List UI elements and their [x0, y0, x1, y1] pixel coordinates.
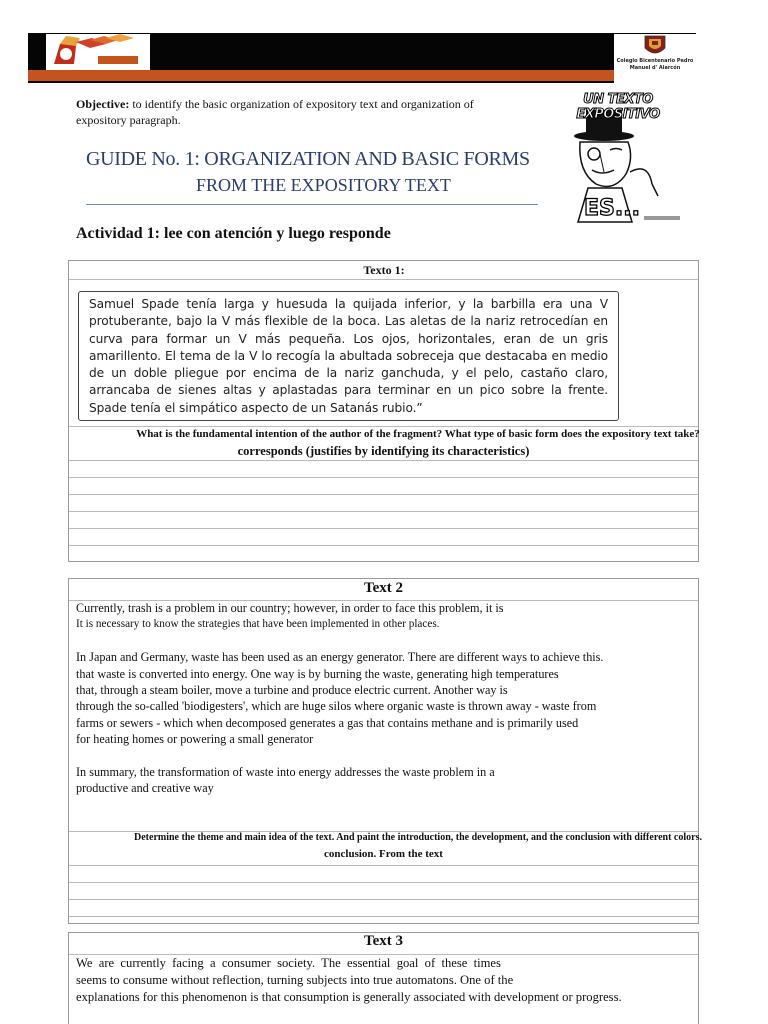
meme-es-text: ES...: [584, 196, 640, 221]
text2-line: productive and creative way: [76, 781, 214, 796]
answer-line: [69, 460, 698, 461]
text2-line: It is necessary to know the strategies that have been implemented in other places.: [76, 618, 440, 631]
text2-line: In Japan and Germany, waste has been used as an energy generator. There are different ways to achieve this.: [76, 650, 604, 665]
text2-line: In summary, the transformation of waste into energy addresses the waste problem in a: [76, 765, 495, 780]
text2-body: [76, 600, 696, 797]
activity-title: Actividad 1: lee con atención y luego responde: [76, 225, 391, 242]
header-stripe: [28, 70, 696, 81]
text1-passage: Samuel Spade tenía larga y huesuda la quijada inferior, y la barbilla era una V protuberante, bajo la V más flexible de la boca. Las aletas de la nariz retrocedían en curva para formar un V más pequeña. Los ojos, horizontales, eran de un gris amarillento. El tema de la V lo recogía la abultada sobreceja que destacaba en medio de un doble pliegue por encima de la nariz ganchuda, y el pelo, castaño claro, arrancaba de sienes altas y aplastadas para terminar en un pico sobre la frente. Spade tenía el simpático aspecto de un Satanás rubio.”: [78, 291, 619, 421]
text1-label: Texto 1:: [363, 263, 405, 277]
text2-line: Currently, trash is a problem in our country; however, in order to face this problem, it is: [76, 601, 504, 615]
text1-question-line1: What is the fundamental intention of the author of the fragment? What type of basic form does the expository text take?: [136, 428, 700, 440]
objective: [76, 96, 576, 128]
text2-line: that, through a steam boiler, move a turbine and produce electric current. Another way is: [76, 683, 508, 698]
guide-subtitle: FROM THE EXPOSITORY TEXT: [196, 175, 451, 195]
text2-line: farms or sewers - which when decomposed generates a gas that contains methane and is primarily used: [76, 715, 579, 730]
answer-line: [69, 494, 698, 495]
answer-line: [69, 545, 698, 546]
table-divider: [69, 279, 698, 280]
answer-line: [69, 528, 698, 529]
guide-title: GUIDE No. 1: ORGANIZATION AND BASIC FORMS: [86, 148, 530, 170]
text3-label: Text 3: [363, 933, 404, 949]
objective-text-line1: to identify the basic organization of expository text and organization of: [129, 97, 474, 111]
meme-title: UN TEXTO EXPOSITIVO: [576, 92, 660, 122]
text2-label: Text 2: [363, 580, 404, 596]
school-logo-left: [46, 34, 150, 70]
text2-question-line2: conclusion. From the text: [324, 848, 443, 860]
school-logo-right-name: Colegio Bicentenario Pedro Manuel d' Alarcón: [616, 58, 694, 71]
answer-line: [69, 511, 698, 512]
text3-line: seems to consume without reflection, turning subjects into true automatons. One of the: [76, 973, 514, 987]
objective-text-line2: expository paragraph.: [76, 113, 181, 127]
text2-line: that waste is converted into energy. One way is by burning the waste, generating high temperatures: [76, 666, 559, 681]
answer-line: [69, 916, 698, 917]
school-crest-icon: [614, 34, 696, 58]
answer-line: [69, 477, 698, 478]
school-logo-left-name: COLEGIOS: [100, 58, 129, 64]
text3-line: explanations for this phenomenon is that consumption is generally associated with development or progress.: [76, 990, 622, 1004]
objective-label: Objective:: [76, 97, 130, 111]
text3-line: We are currently facing a consumer society. The essential goal of these times: [76, 956, 501, 970]
text2-question-line1: Determine the theme and main idea of the text. And paint the introduction, the development, and the conclusion with different colors.: [134, 832, 702, 843]
text2-line: through the so-called 'biodigesters', which are huge silos where organic waste is thrown away - waste from: [76, 699, 597, 714]
torch-logo-icon: [46, 34, 150, 70]
answer-line: [69, 865, 698, 866]
answer-line: [69, 882, 698, 883]
table-divider: [69, 426, 698, 427]
school-logo-right: [614, 34, 696, 83]
answer-line: [69, 899, 698, 900]
text3-body: [76, 955, 696, 1006]
text1-question-line2: corresponds (justifies by identifying its characteristics): [237, 444, 530, 458]
text2-line: for heating homes or powering a small generator: [76, 732, 314, 747]
guide-underline: [86, 204, 538, 205]
